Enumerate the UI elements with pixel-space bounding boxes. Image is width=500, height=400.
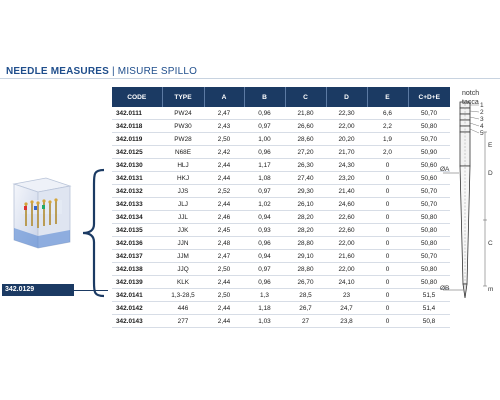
cell-b: 1,03 xyxy=(244,315,285,328)
cell-code: 342.0133 xyxy=(112,198,162,211)
column-header-type: TYPE xyxy=(162,87,204,107)
notch-number-3: 3 xyxy=(480,116,484,123)
table-row xyxy=(112,315,450,328)
cell-type: PW30 xyxy=(162,120,204,133)
cell-type: 277 xyxy=(162,315,204,328)
cell-type: JJS xyxy=(162,185,204,198)
cell-a: 2,44 xyxy=(204,315,244,328)
cell-type: JJN xyxy=(162,237,204,250)
cell-c-d-e: 50,80 xyxy=(408,211,450,224)
table-row xyxy=(112,120,450,133)
cell-c-d-e: 50,90 xyxy=(408,146,450,159)
cell-type: 1,3-28,5 xyxy=(162,289,204,302)
cell-a: 2,52 xyxy=(204,185,244,198)
table-row xyxy=(112,263,450,276)
cell-e: 1,9 xyxy=(367,133,408,146)
table-row xyxy=(112,211,450,224)
table-row xyxy=(112,198,450,211)
table-row xyxy=(112,107,450,120)
notch-label: notch xyxy=(462,90,480,97)
cell-c: 28,20 xyxy=(285,211,326,224)
cell-d: 24,30 xyxy=(326,159,367,172)
cell-b: 0,96 xyxy=(244,107,285,120)
cell-a: 2,44 xyxy=(204,276,244,289)
table-body xyxy=(112,107,450,328)
cell-code: 342.0134 xyxy=(112,211,162,224)
cell-type: HLJ xyxy=(162,159,204,172)
cell-b: 0,94 xyxy=(244,250,285,263)
cell-d: 20,20 xyxy=(326,133,367,146)
cell-type: JJQ xyxy=(162,263,204,276)
cell-c-d-e: 51,5 xyxy=(408,289,450,302)
cell-d: 24,10 xyxy=(326,276,367,289)
notch-number-5: 5 xyxy=(480,130,484,137)
cell-c-d-e: 50,70 xyxy=(408,250,450,263)
needle-box-image xyxy=(8,170,74,252)
cell-code: 342.0132 xyxy=(112,185,162,198)
cell-type: JJK xyxy=(162,224,204,237)
cell-a: 2,42 xyxy=(204,146,244,159)
cell-c-d-e: 50,80 xyxy=(408,276,450,289)
cell-code: 342.0111 xyxy=(112,107,162,120)
cell-c: 26,10 xyxy=(285,198,326,211)
cell-code: 342.0135 xyxy=(112,224,162,237)
cell-c-d-e: 50,70 xyxy=(408,185,450,198)
cell-b: 1,08 xyxy=(244,172,285,185)
cell-e: 0 xyxy=(367,302,408,315)
table-row xyxy=(112,302,450,315)
cell-d: 22,00 xyxy=(326,120,367,133)
title-subtitle: MISURE SPILLO xyxy=(117,66,198,77)
cell-d: 23,20 xyxy=(326,172,367,185)
cell-code: 342.0130 xyxy=(112,159,162,172)
cell-b: 0,93 xyxy=(244,224,285,237)
cell-code: 342.0143 xyxy=(112,315,162,328)
cell-e: 0 xyxy=(367,159,408,172)
cell-e: 0 xyxy=(367,315,408,328)
cell-c: 27 xyxy=(285,315,326,328)
cell-b: 0,97 xyxy=(244,263,285,276)
cell-e: 0 xyxy=(367,224,408,237)
cell-d: 24,60 xyxy=(326,198,367,211)
cell-type: PW28 xyxy=(162,133,204,146)
cell-d: 22,60 xyxy=(326,211,367,224)
table-row xyxy=(112,146,450,159)
cell-d: 23,8 xyxy=(326,315,367,328)
cell-type: JJM xyxy=(162,250,204,263)
cell-c-d-e: 50,70 xyxy=(408,198,450,211)
needle-diagram xyxy=(437,88,499,308)
cell-e: 0 xyxy=(367,276,408,289)
cell-b: 1,00 xyxy=(244,133,285,146)
cell-d: 23 xyxy=(326,289,367,302)
cell-c: 29,10 xyxy=(285,250,326,263)
cell-c: 26,70 xyxy=(285,276,326,289)
header-rule xyxy=(0,78,500,79)
cell-a: 2,44 xyxy=(204,198,244,211)
cell-b: 0,97 xyxy=(244,185,285,198)
table-row xyxy=(112,133,450,146)
cell-code: 342.0141 xyxy=(112,289,162,302)
cell-code: 342.0118 xyxy=(112,120,162,133)
cell-c-d-e: 50,80 xyxy=(408,263,450,276)
title-main: NEEDLE MEASURES xyxy=(6,66,110,77)
cell-c: 26,30 xyxy=(285,159,326,172)
dim-c-label: C xyxy=(488,240,493,247)
column-header-code: CODE xyxy=(112,87,162,107)
cell-code: 342.0137 xyxy=(112,250,162,263)
table-header-row xyxy=(112,87,450,107)
cell-b: 1,02 xyxy=(244,198,285,211)
cell-c: 28,80 xyxy=(285,263,326,276)
cell-b: 0,97 xyxy=(244,120,285,133)
notch-number-1: 1 xyxy=(480,102,484,109)
title-separator: | xyxy=(112,66,115,77)
cell-a: 2,47 xyxy=(204,250,244,263)
column-header-d: D xyxy=(326,87,367,107)
table-row xyxy=(112,159,450,172)
cell-c: 26,7 xyxy=(285,302,326,315)
cell-type: PW24 xyxy=(162,107,204,120)
cell-a: 2,48 xyxy=(204,237,244,250)
column-header-a: A xyxy=(204,87,244,107)
table-row xyxy=(112,237,450,250)
notch-number-2: 2 xyxy=(480,109,484,116)
cell-a: 2,44 xyxy=(204,172,244,185)
cell-b: 0,96 xyxy=(244,237,285,250)
dim-d-label: D xyxy=(488,170,493,177)
cell-c-d-e: 50,80 xyxy=(408,224,450,237)
cell-d: 22,00 xyxy=(326,237,367,250)
cell-c-d-e: 50,80 xyxy=(408,237,450,250)
cell-a: 2,50 xyxy=(204,133,244,146)
cell-c-d-e: 50,70 xyxy=(408,133,450,146)
cell-e: 0 xyxy=(367,237,408,250)
cell-b: 1,18 xyxy=(244,302,285,315)
cell-d: 22,00 xyxy=(326,263,367,276)
cell-c: 28,20 xyxy=(285,224,326,237)
cell-c: 27,40 xyxy=(285,172,326,185)
cell-e: 0 xyxy=(367,289,408,302)
cell-e: 0 xyxy=(367,250,408,263)
cell-code: 342.0125 xyxy=(112,146,162,159)
product-code-badge: 342.0129 xyxy=(2,284,74,296)
cell-b: 0,96 xyxy=(244,146,285,159)
cell-e: 0 xyxy=(367,263,408,276)
tacca-label: tacca xyxy=(462,99,479,106)
cell-d: 21,60 xyxy=(326,250,367,263)
cell-c-d-e: 50,8 xyxy=(408,315,450,328)
dim-a-label: ØA xyxy=(440,166,450,173)
cell-c-d-e: 50,80 xyxy=(408,120,450,133)
cell-e: 2,2 xyxy=(367,120,408,133)
table-row xyxy=(112,289,450,302)
table-row xyxy=(112,276,450,289)
cell-c-d-e: 50,60 xyxy=(408,172,450,185)
cell-a: 2,44 xyxy=(204,159,244,172)
cell-c: 27,20 xyxy=(285,146,326,159)
group-brace xyxy=(80,168,106,298)
cell-type: 446 xyxy=(162,302,204,315)
page-title xyxy=(6,66,197,77)
dim-m-label: m xyxy=(488,286,494,293)
needle-measures-table xyxy=(112,87,450,328)
cell-type: JLJ xyxy=(162,198,204,211)
cell-c: 26,60 xyxy=(285,120,326,133)
cell-b: 0,94 xyxy=(244,211,285,224)
cell-d: 22,60 xyxy=(326,224,367,237)
cell-code: 342.0119 xyxy=(112,133,162,146)
column-header-c-d-e: C+D+E xyxy=(408,87,450,107)
cell-b: 0,96 xyxy=(244,276,285,289)
cell-d: 24,7 xyxy=(326,302,367,315)
dim-e-label: E xyxy=(488,142,493,149)
cell-code: 342.0131 xyxy=(112,172,162,185)
cell-e: 2,0 xyxy=(367,146,408,159)
cell-c: 28,5 xyxy=(285,289,326,302)
column-header-c: C xyxy=(285,87,326,107)
cell-e: 0 xyxy=(367,211,408,224)
cell-e: 0 xyxy=(367,185,408,198)
table-row xyxy=(112,172,450,185)
cell-c: 28,80 xyxy=(285,237,326,250)
cell-b: 1,3 xyxy=(244,289,285,302)
table-row xyxy=(112,250,450,263)
cell-c: 29,30 xyxy=(285,185,326,198)
cell-e: 0 xyxy=(367,198,408,211)
cell-type: JJL xyxy=(162,211,204,224)
cell-a: 2,44 xyxy=(204,302,244,315)
cell-type: KLK xyxy=(162,276,204,289)
cell-d: 21,40 xyxy=(326,185,367,198)
cell-c-d-e: 51,4 xyxy=(408,302,450,315)
cell-type: HKJ xyxy=(162,172,204,185)
cell-d: 21,70 xyxy=(326,146,367,159)
cell-a: 2,46 xyxy=(204,211,244,224)
cell-code: 342.0139 xyxy=(112,276,162,289)
cell-d: 22,30 xyxy=(326,107,367,120)
cell-c: 21,80 xyxy=(285,107,326,120)
cell-a: 2,50 xyxy=(204,289,244,302)
cell-code: 342.0142 xyxy=(112,302,162,315)
table-row xyxy=(112,224,450,237)
cell-code: 342.0138 xyxy=(112,263,162,276)
notch-number-4: 4 xyxy=(480,123,484,130)
dim-b-label: ØB xyxy=(440,285,450,292)
cell-code: 342.0136 xyxy=(112,237,162,250)
cell-a: 2,50 xyxy=(204,263,244,276)
column-header-e: E xyxy=(367,87,408,107)
cell-e: 6,6 xyxy=(367,107,408,120)
cell-a: 2,43 xyxy=(204,120,244,133)
cell-c-d-e: 50,60 xyxy=(408,159,450,172)
table-row xyxy=(112,185,450,198)
column-header-b: B xyxy=(244,87,285,107)
cell-c: 28,60 xyxy=(285,133,326,146)
cell-c-d-e: 50,70 xyxy=(408,107,450,120)
cell-e: 0 xyxy=(367,172,408,185)
cell-b: 1,17 xyxy=(244,159,285,172)
cell-a: 2,45 xyxy=(204,224,244,237)
cell-a: 2,47 xyxy=(204,107,244,120)
cell-type: N68E xyxy=(162,146,204,159)
